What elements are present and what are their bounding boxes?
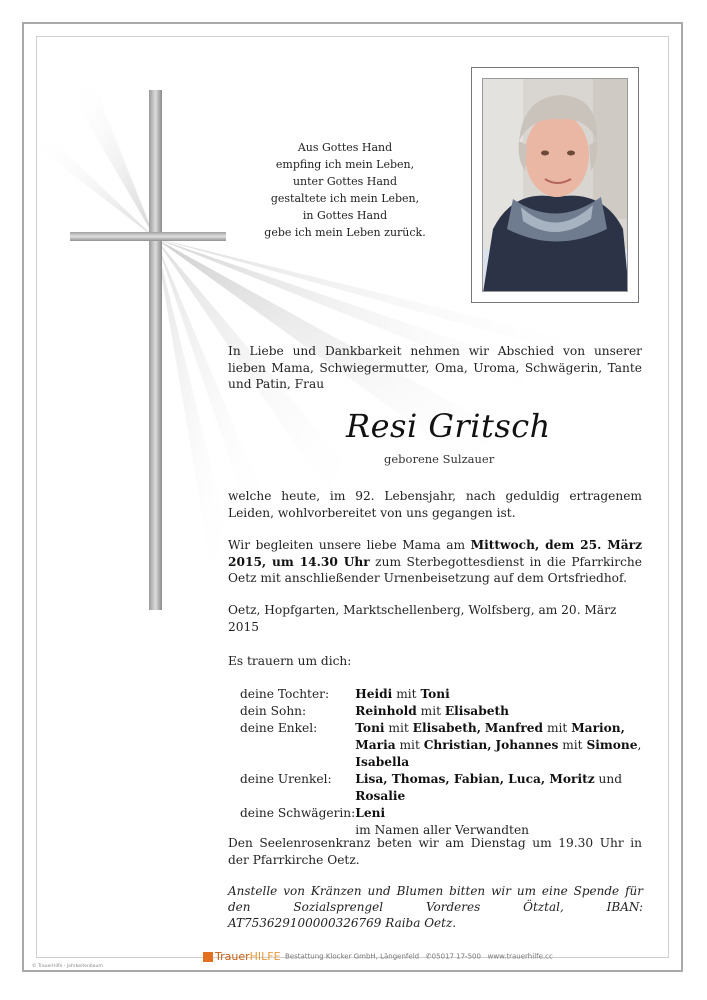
- relation-names: Toni mit Elisabeth, Manfred mit Marion, Maria mit Christian, Johannes mit Simone, Isabella: [355, 721, 642, 769]
- donation-note: Anstelle von Kränzen und Blumen bitten wir um eine Spende für den Sozialsprengel Vorderes Ötztal, IBAN: AT753629100000326769 Raiba Oetz.: [228, 884, 643, 930]
- verse-line: unter Gottes Hand: [292, 175, 398, 188]
- relation-label: deine Tochter:: [240, 687, 330, 701]
- funeral-text: [228, 537, 642, 587]
- funeral-post: zum Sterbegottesdienst in die Pfarrkirche Oetz mit anschließender Urnenbeisetzung auf dem Ortsfriedhof.: [228, 554, 642, 585]
- mourner-row: [240, 686, 650, 703]
- footer-phone: 05017 17-500: [431, 952, 481, 961]
- relation-label: deine Enkel:: [240, 721, 318, 735]
- deceased-name: Resi Gritsch: [346, 407, 551, 445]
- portrait-frame: [471, 67, 639, 303]
- verse-line: in Gottes Hand: [302, 209, 388, 222]
- verse-line: gestaltete ich mein Leben,: [270, 192, 420, 205]
- intro-text: In Liebe und Dankbarkeit nehmen wir Abschied von unserer lieben Mama, Schwiegermutter, Oma, Uroma, Schwägerin, Tante und Patin, Frau: [228, 344, 642, 391]
- footer-brand: TrauerHILFE: [215, 950, 281, 963]
- mourners-list: [240, 686, 650, 839]
- mourner-row: [240, 720, 650, 771]
- rosary-text: Den Seelenrosenkranz beten wir am Dienstag um 19.30 Uhr in der Pfarrkirche Oetz.: [228, 836, 642, 867]
- relation-label: deine Urenkel:: [240, 772, 332, 786]
- passing-text: welche heute, im 92. Lebensjahr, nach geduldig ertragenem Leiden, wohlvorbereitet von uns gegangen ist.: [228, 489, 642, 520]
- place-date: Oetz, Hopfgarten, Marktschellenberg, Wolfsberg, am 20. März 2015: [228, 603, 617, 634]
- footer-company: Bestattung Klocker GmbH, Längenfeld: [285, 952, 420, 961]
- relation-names: Heidi mit Toni: [355, 687, 450, 701]
- mourner-row: [240, 703, 650, 720]
- funeral-pre: Wir begleiten unsere liebe Mama am: [228, 538, 471, 552]
- footer: [203, 950, 553, 963]
- funeral-date: Mittwoch, dem 25. März 2015, um 14.30 Uhr: [228, 538, 642, 569]
- verse-line: empfing ich mein Leben,: [275, 158, 415, 171]
- phone-icon: ✆: [425, 952, 432, 961]
- trauerhilfe-logo-icon: [203, 952, 213, 962]
- relation-names: Leni: [355, 806, 386, 820]
- mourner-row: [240, 771, 650, 805]
- mourners-heading: Es trauern um dich:: [228, 654, 352, 668]
- verse-line: gebe ich mein Leben zurück.: [264, 226, 426, 239]
- relatives-note: im Namen aller Verwandten: [355, 823, 530, 837]
- relation-label: deine Schwägerin:: [240, 806, 356, 820]
- portrait-photo: [482, 78, 628, 292]
- relation-names: Lisa, Thomas, Fabian, Luca, Moritz und Rosalie: [355, 772, 623, 803]
- credit: © TrauerHilfe - Jahrbeitenbaum: [32, 964, 103, 969]
- relation-names: Reinhold mit Elisabeth: [355, 704, 509, 718]
- relation-label: dein Sohn:: [240, 704, 307, 718]
- verse-line: Aus Gottes Hand: [297, 141, 393, 154]
- verse: [240, 139, 450, 241]
- footer-website[interactable]: www.trauerhilfe.cc: [487, 952, 553, 961]
- maiden-name: geborene Sulzauer: [384, 452, 495, 466]
- mourner-row: [240, 805, 650, 822]
